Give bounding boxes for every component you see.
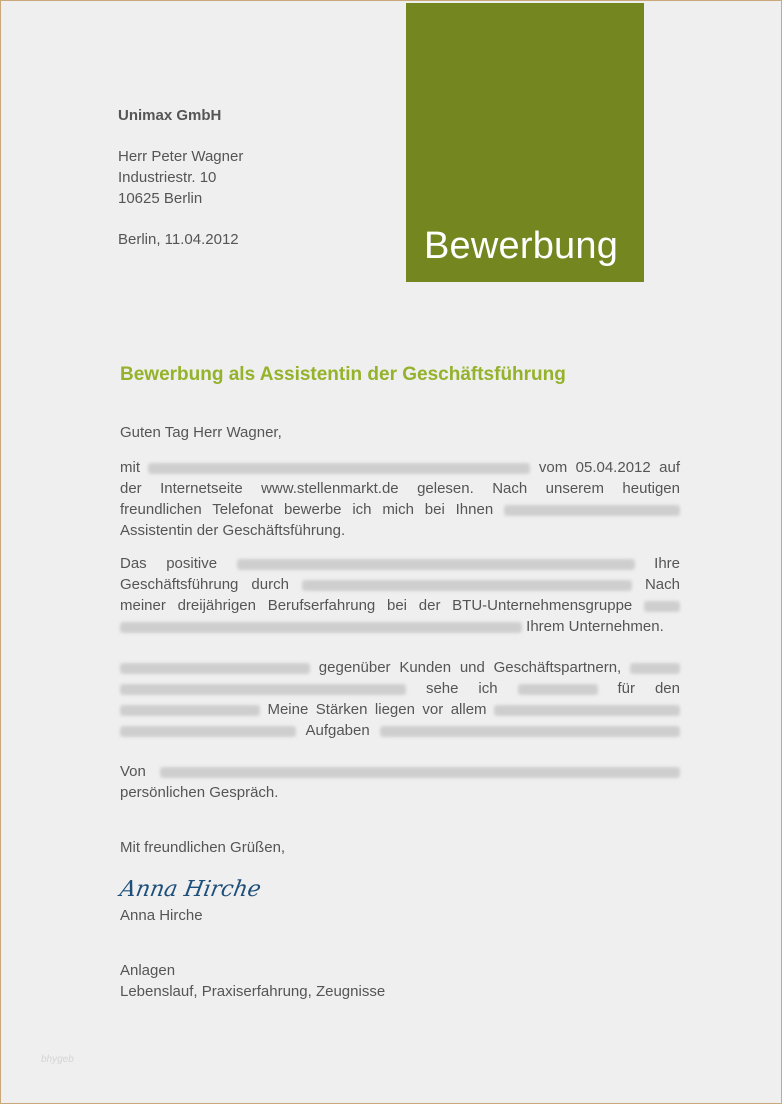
letter-body [117,422,681,1002]
watermark: bhygeb [41,1054,74,1065]
redacted-text [302,580,632,591]
recipient-city: 10625 Berlin [118,190,203,207]
letter-subject: Bewerbung als Assistentin der Geschäftsführung [120,364,566,385]
recipient-company: Unimax GmbH [118,107,222,124]
redacted-text [504,505,680,516]
redacted-text [237,559,635,570]
paragraph-3-line-2: sehe ich für den [120,678,680,699]
paragraph-2-line-4: Ihrem Unternehmen. [120,616,680,637]
paragraph-2-line-1: Das positive Ihre [120,555,681,572]
banner-title: Bewerbung [424,225,619,267]
redacted-text [120,726,296,737]
redacted-text [494,705,680,716]
paragraph-2-line-2: Geschäftsführung durch Nach [120,576,680,593]
paragraph-1-line-1: mit vom 05.04.2012 auf [120,459,680,476]
paragraph-3-line-4: Aufgaben [120,720,680,741]
redacted-text [630,663,680,674]
paragraph-1-line-4: Assistentin der Geschäftsführung. [120,522,346,539]
attachments-list: Lebenslauf, Praxiserfahrung, Zeugnisse [120,983,386,1000]
paragraph-2-line-3: meiner dreijährigen Berufserfahrung bei der BTU-Unternehmensgruppe [120,595,680,616]
redacted-text [518,684,598,695]
redacted-text [380,726,680,737]
paragraph-4-line-1: Von [120,761,680,782]
closing: Mit freundlichen Grüßen, [120,839,286,856]
redacted-text [160,767,680,778]
paragraph-1-line-2: der Internetseite www.stellenmarkt.de gelesen. Nach unserem heutigen [120,480,680,497]
redacted-text [120,663,310,674]
paragraph-1-line-3: freundlichen Telefonat bewerbe ich mich bei Ihnen [120,499,680,520]
paragraph-3-line-3: Meine Stärken liegen vor allem [120,699,680,720]
recipient-name: Herr Peter Wagner [118,148,244,165]
signer-name: Anna Hirche [120,907,203,924]
recipient-block [118,105,243,250]
redacted-text [120,622,522,633]
salutation: Guten Tag Herr Wagner, [120,424,282,441]
redacted-text [644,601,680,612]
redacted-text [148,463,530,474]
title-banner [406,3,644,282]
redacted-text [120,684,406,695]
paragraph-4-line-2: persönlichen Gespräch. [120,784,279,801]
place-date: Berlin, 11.04.2012 [118,231,239,248]
recipient-street: Industriestr. 10 [118,169,217,186]
signature-image: Anna Hirche [117,877,263,902]
paragraph-3-line-1: gegenüber Kunden und Geschäftspartnern, [120,657,680,678]
redacted-text [120,705,260,716]
attachments-label: Anlagen [120,962,176,979]
